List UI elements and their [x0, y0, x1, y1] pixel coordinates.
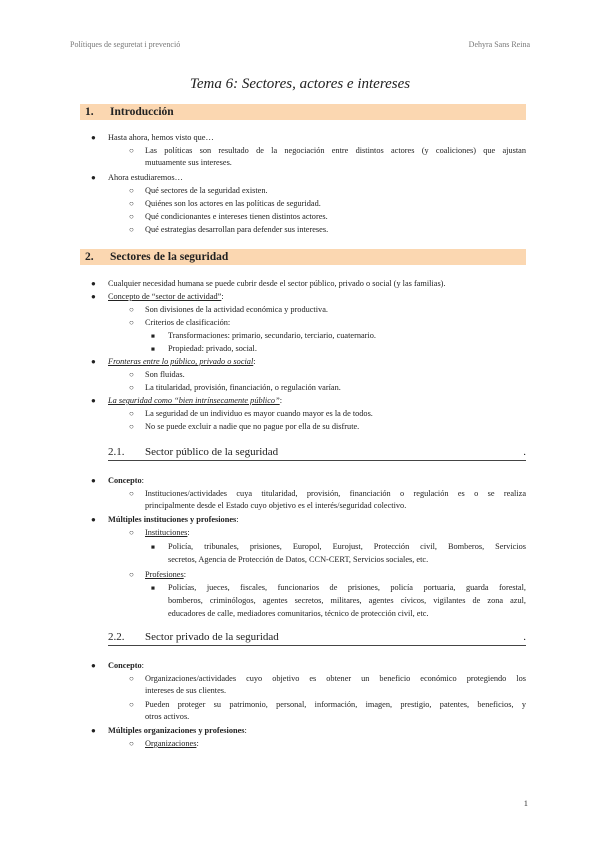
list-item [108, 357, 256, 367]
subsection-2-1-heading [108, 446, 526, 461]
list-item: Qué sectores de la seguridad existen. [145, 186, 268, 195]
bullet-square: ■ [151, 333, 155, 340]
list-item-cont: mutuamente sus intereses. [145, 158, 232, 167]
list-item [145, 570, 186, 580]
bullet-circle: ○ [129, 570, 134, 579]
bullet-disc: ● [91, 726, 96, 735]
bullet-disc: ● [91, 173, 96, 182]
bullet-circle: ○ [129, 146, 134, 155]
list-item [108, 661, 144, 671]
document-title: Tema 6: Sectores, actores e intereses [189, 76, 411, 92]
bullet-circle: ○ [129, 700, 134, 709]
colon: : [244, 726, 247, 735]
subsection-dot: . [523, 631, 526, 643]
underlined-term: Concepto de “sector de actividad” [108, 292, 222, 301]
subsection-number: 2.1. [108, 446, 125, 458]
list-item [108, 292, 224, 302]
bullet-disc: ● [91, 515, 96, 524]
bold-term: Concepto [108, 661, 142, 670]
list-item: Son fluidas. [145, 370, 185, 379]
list-item: Propiedad: privado, social. [168, 344, 257, 353]
subsection-number: 2.2. [108, 631, 125, 643]
bullet-circle: ○ [129, 528, 134, 537]
list-item-cont: otros activos. [145, 712, 190, 721]
bullet-disc: ● [91, 476, 96, 485]
section-title: Introducción [110, 106, 174, 118]
colon: : [279, 396, 282, 405]
colon: : [183, 570, 187, 579]
list-item [108, 726, 247, 736]
list-item [108, 396, 282, 406]
bullet-circle: ○ [129, 225, 134, 234]
bold-term: Múltiples organizaciones y profesiones [108, 726, 245, 735]
list-item: Organizaciones/actividades cuyo objetivo es obtener un beneficio económico protegiendo los [145, 674, 526, 683]
bullet-circle: ○ [129, 739, 134, 748]
bullet-circle: ○ [129, 370, 134, 379]
section-number: 1. [85, 106, 94, 118]
colon: : [253, 357, 256, 366]
list-item: Transformaciones: primario, secundario, terciario, cuaternario. [168, 331, 376, 340]
list-item-cont: secretos, Agencia de Protección de Datos, CCN-CERT, Servicios sociales, etc. [168, 555, 429, 564]
list-item: Cualquier necesidad humana se puede cubrir desde el sector público, privado o social (y las familias). [108, 279, 446, 288]
colon: : [236, 515, 239, 524]
colon: : [141, 476, 144, 485]
bullet-circle: ○ [129, 409, 134, 418]
bullet-disc: ● [91, 292, 96, 301]
subsection-title: Sector público de la seguridad [145, 446, 279, 458]
bullet-circle: ○ [129, 212, 134, 221]
list-item: Quiénes son los actores en las políticas de seguridad. [145, 199, 321, 208]
list-item: Hasta ahora, hemos visto que… [108, 133, 214, 142]
colon: : [187, 528, 190, 537]
bullet-circle: ○ [129, 422, 134, 431]
italic-term: La seguridad como “bien intrínsecamente público” [108, 396, 280, 405]
bullet-circle: ○ [129, 383, 134, 392]
list-item: Son divisiones de la actividad económica y productiva. [145, 305, 328, 314]
italic-term: Fronteras entre lo público, privado o social [108, 357, 254, 366]
list-item [108, 476, 144, 486]
list-item: Instituciones/actividades cuya titularidad, provisión, financiación o regulación es o se realiza [145, 489, 526, 498]
list-item [108, 515, 239, 525]
list-item [145, 528, 190, 538]
underlined-term: Organizaciones [145, 739, 197, 748]
bullet-disc: ● [91, 133, 96, 142]
list-item: Criterios de clasificación: [145, 318, 231, 327]
bullet-disc: ● [91, 279, 96, 288]
list-item-cont: intereses de sus clientes. [145, 686, 227, 695]
underlined-term: Profesiones [145, 570, 184, 579]
subsection-title: Sector privado de la seguridad [145, 631, 279, 643]
colon: : [196, 739, 199, 748]
list-item: Ahora estudiaremos… [108, 173, 183, 182]
bullet-square: ■ [151, 346, 155, 353]
colon: : [141, 661, 144, 670]
list-item: Pueden proteger su patrimonio, personal, información, imagen, prestigio, patentes, beneficios, y [145, 700, 526, 709]
section-number: 2. [85, 251, 94, 263]
underlined-term: Instituciones [145, 528, 188, 537]
bullet-disc: ● [91, 396, 96, 405]
list-item-cont: principalmente desde el Estado cuyo objetivo es el interés/seguridad colectivo. [145, 501, 407, 510]
bullet-square: ■ [151, 544, 155, 551]
section-1-heading [80, 104, 526, 120]
bullet-circle: ○ [129, 489, 134, 498]
list-item: Qué condicionantes e intereses tienen distintos actores. [145, 212, 328, 221]
bullet-circle: ○ [129, 318, 134, 327]
section-2-heading [80, 249, 526, 265]
bold-term: Concepto [108, 476, 142, 485]
list-item-cont: bomberos, criminólogos, agentes secretos, militares, agentes cívicos, vigilantes de zona azul, [168, 596, 526, 605]
subsection-dot: . [523, 446, 526, 458]
header-left: Polítiques de seguretat i prevenció [70, 40, 181, 49]
bullet-disc: ● [91, 357, 96, 366]
list-item [145, 739, 199, 749]
bullet-circle: ○ [129, 199, 134, 208]
bullet-disc: ● [91, 661, 96, 670]
colon: : [221, 292, 224, 301]
page-number: 1 [523, 798, 528, 808]
list-item: Qué estrategias desarrollan para defender sus intereses. [145, 225, 329, 234]
bold-term: Múltiples instituciones y profesiones [108, 515, 237, 524]
list-item: La seguridad de un individuo es mayor cuando mayor es la de todos. [145, 409, 373, 418]
bullet-circle: ○ [129, 186, 134, 195]
bullet-circle: ○ [129, 674, 134, 683]
header-right: Dehyra Sans Reina [468, 40, 530, 49]
list-item: Policías, jueces, fiscales, funcionarios de prisiones, policía portuaria, guarda forestal, [168, 583, 526, 592]
list-item-cont: educadores de calle, mediadores comunitarios, técnico de protección civil, etc. [168, 609, 429, 618]
bullet-circle: ○ [129, 305, 134, 314]
list-item: Policía, tribunales, prisiones, Europol, Eurojust, Protección civil, Bomberos, Servicios [168, 542, 526, 551]
list-item: Las políticas son resultado de la negociación entre distintos actores (y coaliciones) que ajustan [145, 146, 526, 155]
bullet-square: ■ [151, 585, 155, 592]
list-item: La titularidad, provisión, financiación, o regulación varían. [145, 383, 341, 392]
list-item: No se puede excluir a nadie que no pague por ella de su disfrute. [145, 422, 360, 431]
section-title: Sectores de la seguridad [110, 251, 229, 263]
subsection-2-2-heading [108, 631, 526, 646]
